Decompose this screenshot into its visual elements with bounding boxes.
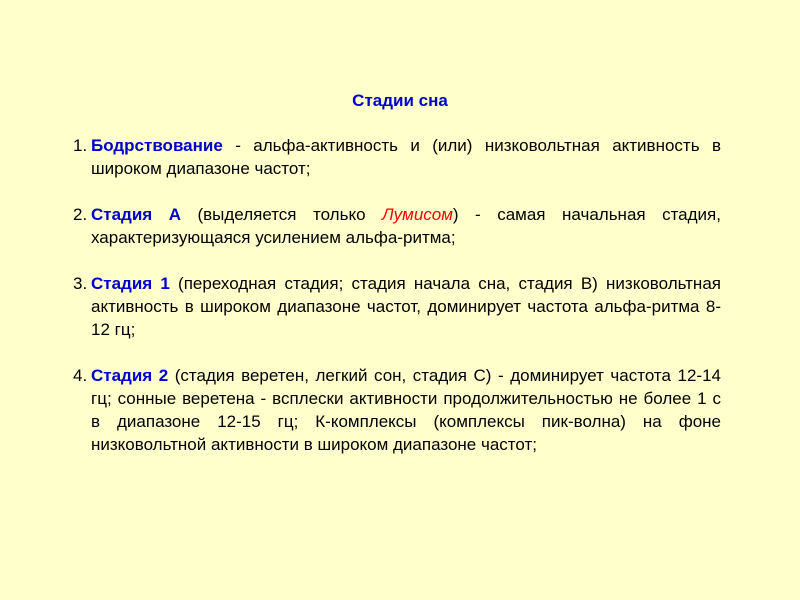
list-item-stage-2: [73, 364, 721, 456]
sleep-stages-list: [73, 134, 721, 479]
list-number: 2.: [73, 205, 88, 224]
stage-description: (стадия веретен, легкий сон, стадия С) - доминирует частота 12-14 гц; сонные веретена - всплески активности продолжительностью не более 1 с в диапазоне 12-15 гц; К-комплексы (комплексы пик-волна) на фоне низковольтной активности в широком диапазоне частот;: [91, 366, 721, 454]
slide-title: Стадии сна: [352, 91, 448, 110]
list-item-wakefulness: [73, 134, 721, 180]
list-number: 1.: [73, 136, 88, 155]
stage-description: (переходная стадия; стадия начала сна, стадия В) низковольтная активность в широком диапазоне частот, доминирует частота альфа-ритма 8-12 гц;: [91, 274, 721, 339]
list-number: 4.: [73, 366, 88, 385]
list-item-stage-a: [73, 203, 721, 249]
stage-name: Бодрствование: [91, 136, 223, 155]
list-number: 3.: [73, 274, 88, 293]
list-item-stage-1: [73, 272, 721, 341]
author-name: Лумисом: [382, 205, 453, 224]
stage-name: Стадия 1: [91, 274, 170, 293]
stage-description-continued: ) - самая начальная стадия, характеризующаяся усилением альфа-ритма;: [91, 205, 721, 247]
stage-name: Стадия 2: [91, 366, 169, 385]
stage-name: Стадия А: [91, 205, 181, 224]
stage-description: - альфа-активность и (или) низковольтная активность в широком диапазоне частот;: [91, 136, 721, 178]
stage-description: (выделяется только: [180, 205, 383, 224]
